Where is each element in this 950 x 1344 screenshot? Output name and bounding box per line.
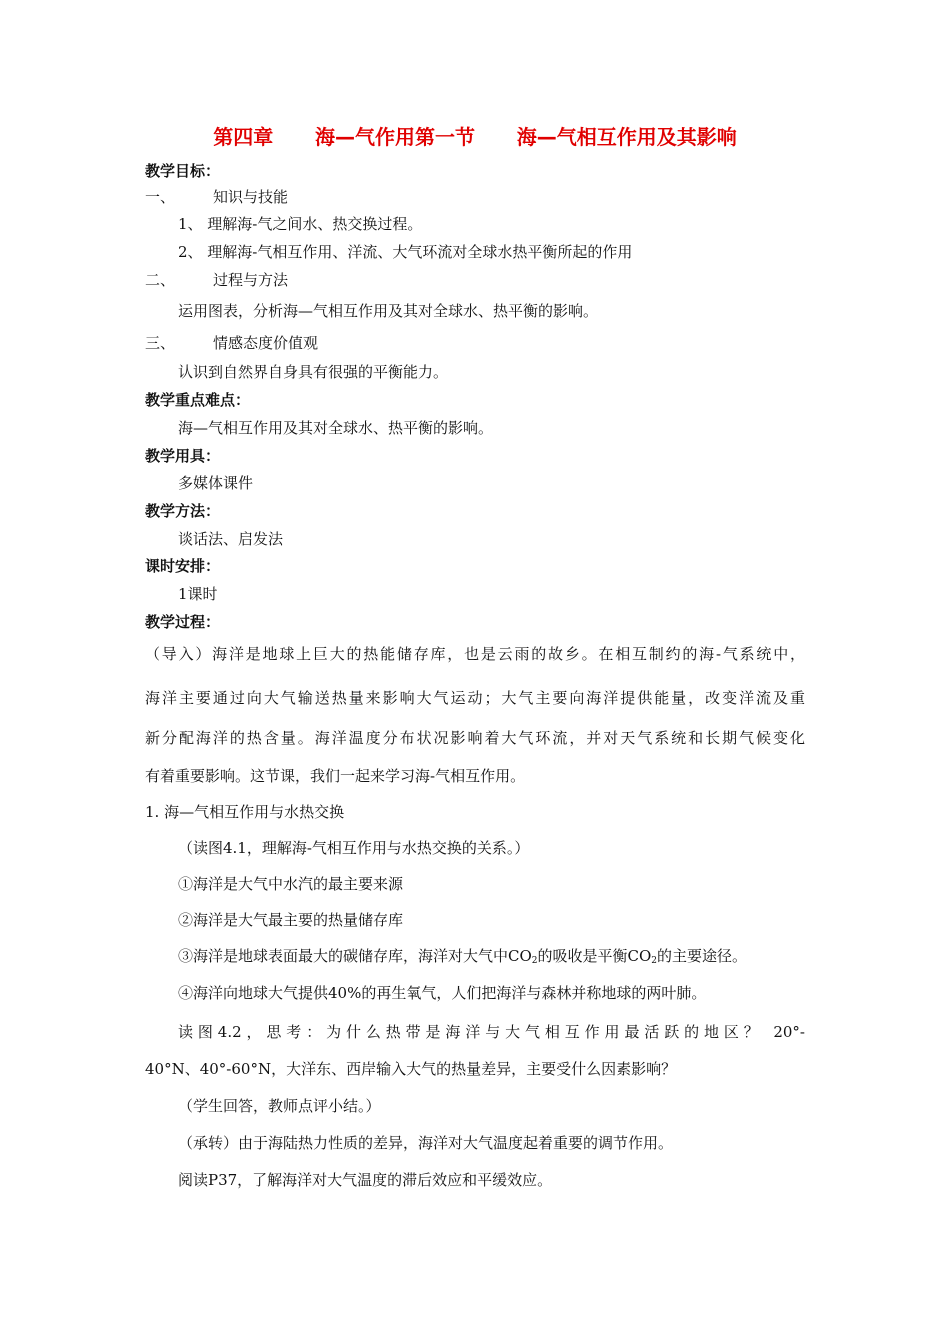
outline-label: 知识与技能 bbox=[213, 188, 289, 206]
student-answer: （学生回答，教师点评小结。） bbox=[178, 1097, 381, 1115]
objective-section-1 bbox=[145, 187, 288, 207]
attitude-text: 认识到自然界自身具有很强的平衡能力。 bbox=[178, 363, 449, 381]
outline-label: 过程与方法 bbox=[213, 271, 289, 289]
intro-line-1: （导入）海洋是地球上巨大的热能储存库，也是云雨的故乡。在相互制约的海-气系统中， bbox=[145, 645, 805, 663]
methods-heading: 教学方法： bbox=[145, 502, 221, 520]
point-3-part-a: ③海洋是地球表面最大的碳储存库，海洋对大气中CO bbox=[178, 947, 532, 965]
intro-line-4: 有着重要影响。这节课，我们一起来学习海-气相互作用。 bbox=[145, 767, 526, 785]
outline-number: 三、 bbox=[145, 334, 176, 352]
point-4: ④海洋向地球大气提供40%的再生氧气，人们把海洋与森林并称地球的两叶肺。 bbox=[178, 984, 707, 1002]
intro-line-3: 新分配海洋的热含量。海洋温度分布状况影响着大气环流，并对天气系统和长期气候变化 bbox=[145, 729, 805, 747]
schedule-text: 1课时 bbox=[178, 585, 218, 603]
outline-label: 情感态度价值观 bbox=[213, 334, 319, 352]
outline-number: 一、 bbox=[145, 188, 176, 206]
reading-text: 阅读P37，了解海洋对大气温度的滞后效应和平缓效应。 bbox=[178, 1171, 553, 1189]
key-points-heading: 教学重点难点： bbox=[145, 391, 251, 409]
point-3 bbox=[178, 946, 747, 966]
page-title: 第四章 海—气作用第一节 海—气相互作用及其影响 bbox=[213, 125, 737, 149]
subscript: 2 bbox=[651, 956, 658, 966]
point-1: ①海洋是大气中水汽的最主要来源 bbox=[178, 875, 404, 893]
key-points-text: 海—气相互作用及其对全球水、热平衡的影响。 bbox=[178, 419, 494, 437]
knowledge-item-2: 2、 理解海-气相互作用、洋流、大气环流对全球水热平衡所起的作用 bbox=[178, 243, 633, 261]
read-figure-4-2-line-1: 读图4.2，思考：为什么热带是海洋与大气相互作用最活跃的地区？ 20°- bbox=[178, 1023, 805, 1041]
tools-heading: 教学用具： bbox=[145, 447, 221, 465]
knowledge-item-1: 1、 理解海-气之间水、热交换过程。 bbox=[178, 215, 423, 233]
objective-section-3 bbox=[145, 333, 318, 353]
process-method-text: 运用图表，分析海—气相互作用及其对全球水、热平衡的影响。 bbox=[178, 302, 599, 320]
intro-line-2: 海洋主要通过向大气输送热量来影响大气运动；大气主要向海洋提供能量，改变洋流及重 bbox=[145, 689, 805, 707]
transition-text: （承转）由于海陆热力性质的差异，海洋对大气温度起着重要的调节作用。 bbox=[178, 1134, 674, 1152]
objectives-heading: 教学目标： bbox=[145, 162, 221, 180]
outline-number: 二、 bbox=[145, 271, 176, 289]
process-heading: 教学过程： bbox=[145, 613, 221, 631]
schedule-heading: 课时安排： bbox=[145, 557, 221, 575]
point-2: ②海洋是大气最主要的热量储存库 bbox=[178, 911, 404, 929]
tools-text: 多媒体课件 bbox=[178, 474, 254, 492]
subscript: 2 bbox=[531, 956, 538, 966]
point-3-part-c: 的主要途径。 bbox=[657, 947, 748, 965]
section-1-heading: 1. 海—气相互作用与水热交换 bbox=[145, 803, 345, 821]
point-3-part-b: 的吸收是平衡CO bbox=[537, 947, 652, 965]
read-figure-4-2-line-2: 40°N、40°-60°N，大洋东、西岸输入大气的热量差异，主要受什么因素影响？ bbox=[145, 1060, 677, 1078]
read-figure-4-1: （读图4.1，理解海-气相互作用与水热交换的关系。） bbox=[178, 839, 530, 857]
objective-section-2 bbox=[145, 270, 288, 290]
methods-text: 谈话法、启发法 bbox=[178, 530, 284, 548]
